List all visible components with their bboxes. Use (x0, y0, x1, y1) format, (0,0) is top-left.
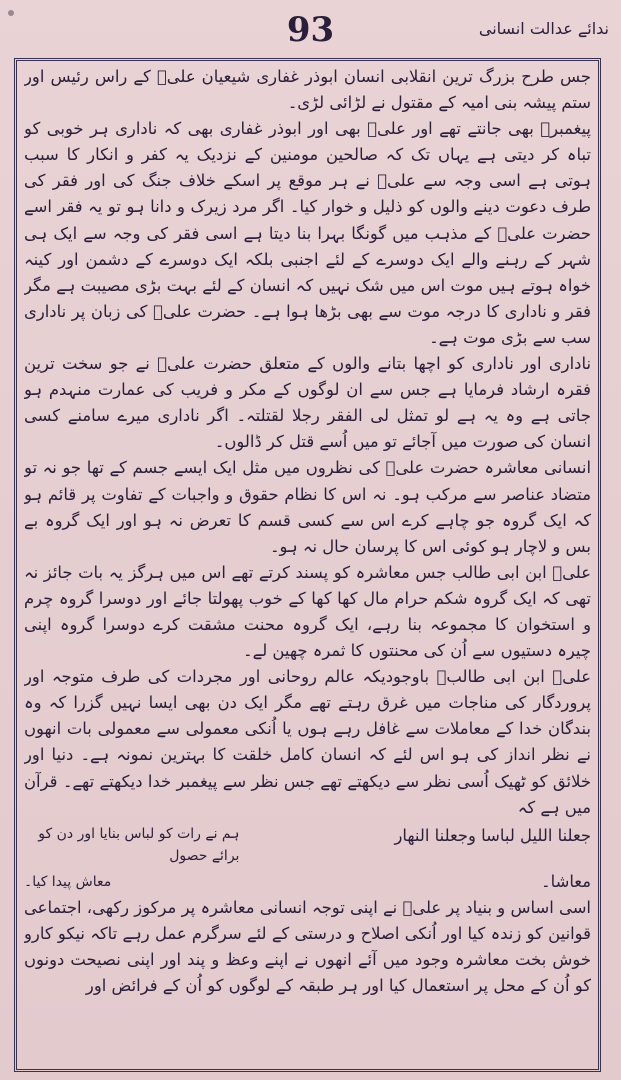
paragraph-3: ناداری اور ناداری کو اچھا بتانے والوں کے متعلق حضرت علیؑ نے جو سخت ترین فقرہ ارشاد فرمایا ہے جس سے ان لوگوں کے مکر و فریب کی عمارت منہدم ہو جاتی ہے وہ یہ ہے لو تمثل لی الفقر رجلا لقتلتہ۔ اگر ناداری میرے سامنے کسی انسان کی صورت میں آجائے تو میں اُسے قتل کر ڈالوں۔ (24, 354, 591, 452)
body-text (24, 64, 591, 1064)
paragraph-6: علیؑ ابن ابی طالبؑ باوجودیکہ عالم روحانی اور مجردات کی طرف متوجہ اور پروردگار کی مناجات میں غرق رہتے تھے مگر ایک دن بھی ایسا نہیں گزرا کہ وہ بندگان خدا کے معاملات سے غافل رہے ہوں یا اُنکی معمولی سے معمولی بات انھوں نے نظر انداز کی ہو اس لئے کہ انسان کامل خلقت کا بہترین نمونہ ہے۔ دنیا اور خلائق کو ٹھیک اُسی نظر سے دیکھتے تھے جس نظر سے پیغمبر خدا دیکھتے تھے۔ قرآن میں ہے کہ (24, 667, 591, 817)
paragraph-4: انسانی معاشرہ حضرت علیؑ کی نظروں میں مثل ایک ایسے جسم کے تھا جو نہ تو متضاد عناصر سے مرکب ہو۔ نہ اس کا نظام حقوق و واجبات کے تفاوت پر قائم ہو کہ ایک گروہ جو چاہے کرے اس سے کسی قسم کا تعرض نہ ہو اور ایک گروہ بے بس و لاچار ہو کوئی اس کا پرسان حال نہ ہو۔ (24, 458, 591, 556)
paragraph-5: علیؑ ابن ابی طالب جس معاشرہ کو پسند کرتے تھے اس میں ہرگز یہ بات جائز نہ تھی کہ ایک گروہ شکم حرام مال کھا کھا کے خوب پھولتا جائے اور دوسرا گروہ چرم و استخوان کا مجموعہ بنا رہے، ایک گروہ محنت مشقت کرے دوسرا گروہ اپنی چیرہ دستیوں سے اُن کی محنتوں کا ثمرہ چھین لے۔ (24, 562, 591, 661)
quote-translation-line1: ہم نے رات کو لباس بنایا اور دن کو برائے حصول (38, 825, 240, 864)
paragraph-2: پیغمبرؐ بھی جانتے تھے اور علیؑ بھی اور ابوذر غفاری بھی کہ ناداری ہر خوبی کو تباہ کر دیتی ہے یہاں تک کہ صالحین مومنین کے نزدیک یہ کفر و انکار کا سبب ہوتی ہے اسی وجہ سے علیؑ نے ہر موقع پر اسکے خلاف جنگ کی اور فقر کی طرف دعوت دینے والوں کو ذلیل و خوار کیا۔ اگر مرد زیرک و دانا ہو تو یہ فقر اسے حضرت علیؑ کے مذہب میں گونگا بہرا بنا دیتا ہے اسی فقر کی وجہ سے ایک ہی شہر کے رہنے والے ایک دوسرے کے لئے اجنبی بلکہ ایک دوسرے کے دشمن اور کینہ خواہ ہوتے ہیں موت اس میں شک نہیں کہ انسان کے لئے بہت بڑی مصیبت ہے مگر فقر و ناداری کا درجہ موت سے بھی بڑھا ہوا ہے۔ حضرت علیؑ کی زبان پر ناداری سب سے بڑی موت ہے۔ (24, 119, 591, 347)
quote-arabic-line2: معاشا۔ (540, 871, 591, 891)
paragraph-closing: اسی اساس و بنیاد پر علیؑ نے اپنی توجہ انسانی معاشرہ پر مرکوز رکھی، اجتماعی قوانین کو زندہ کیا اور اُنکی اصلاح و درستی کے لئے سرگرم عمل رہے تاکہ نیکو کارو خوش بخت معاشرہ وجود میں آئے انھوں نے اپنے وعظ و پند اور اپنی نصیحت دونوں کو اُن کے محل پر استعمال کیا اور ہر طبقہ کے لوگوں کو اُن کے فرائض اور (24, 897, 591, 996)
page-number: 93 (286, 10, 335, 50)
quote-arabic-line1: جعلنا اللیل لباسا وجعلنا النھار (394, 825, 591, 845)
paragraph-1: جس طرح بزرگ ترین انقلابی انسان ابوذر غفاری شیعیان علیؑ کے راس رئیس اور ستم پیشہ بنی امیہ کے مقتول نے لڑائی لڑی۔ (24, 67, 591, 113)
running-head: ندائے عدالت انسانی (478, 19, 609, 38)
quran-quote (24, 823, 591, 867)
quran-quote-continued (24, 869, 591, 895)
quote-translation-line2: معاش پیدا کیا۔ (24, 873, 112, 890)
